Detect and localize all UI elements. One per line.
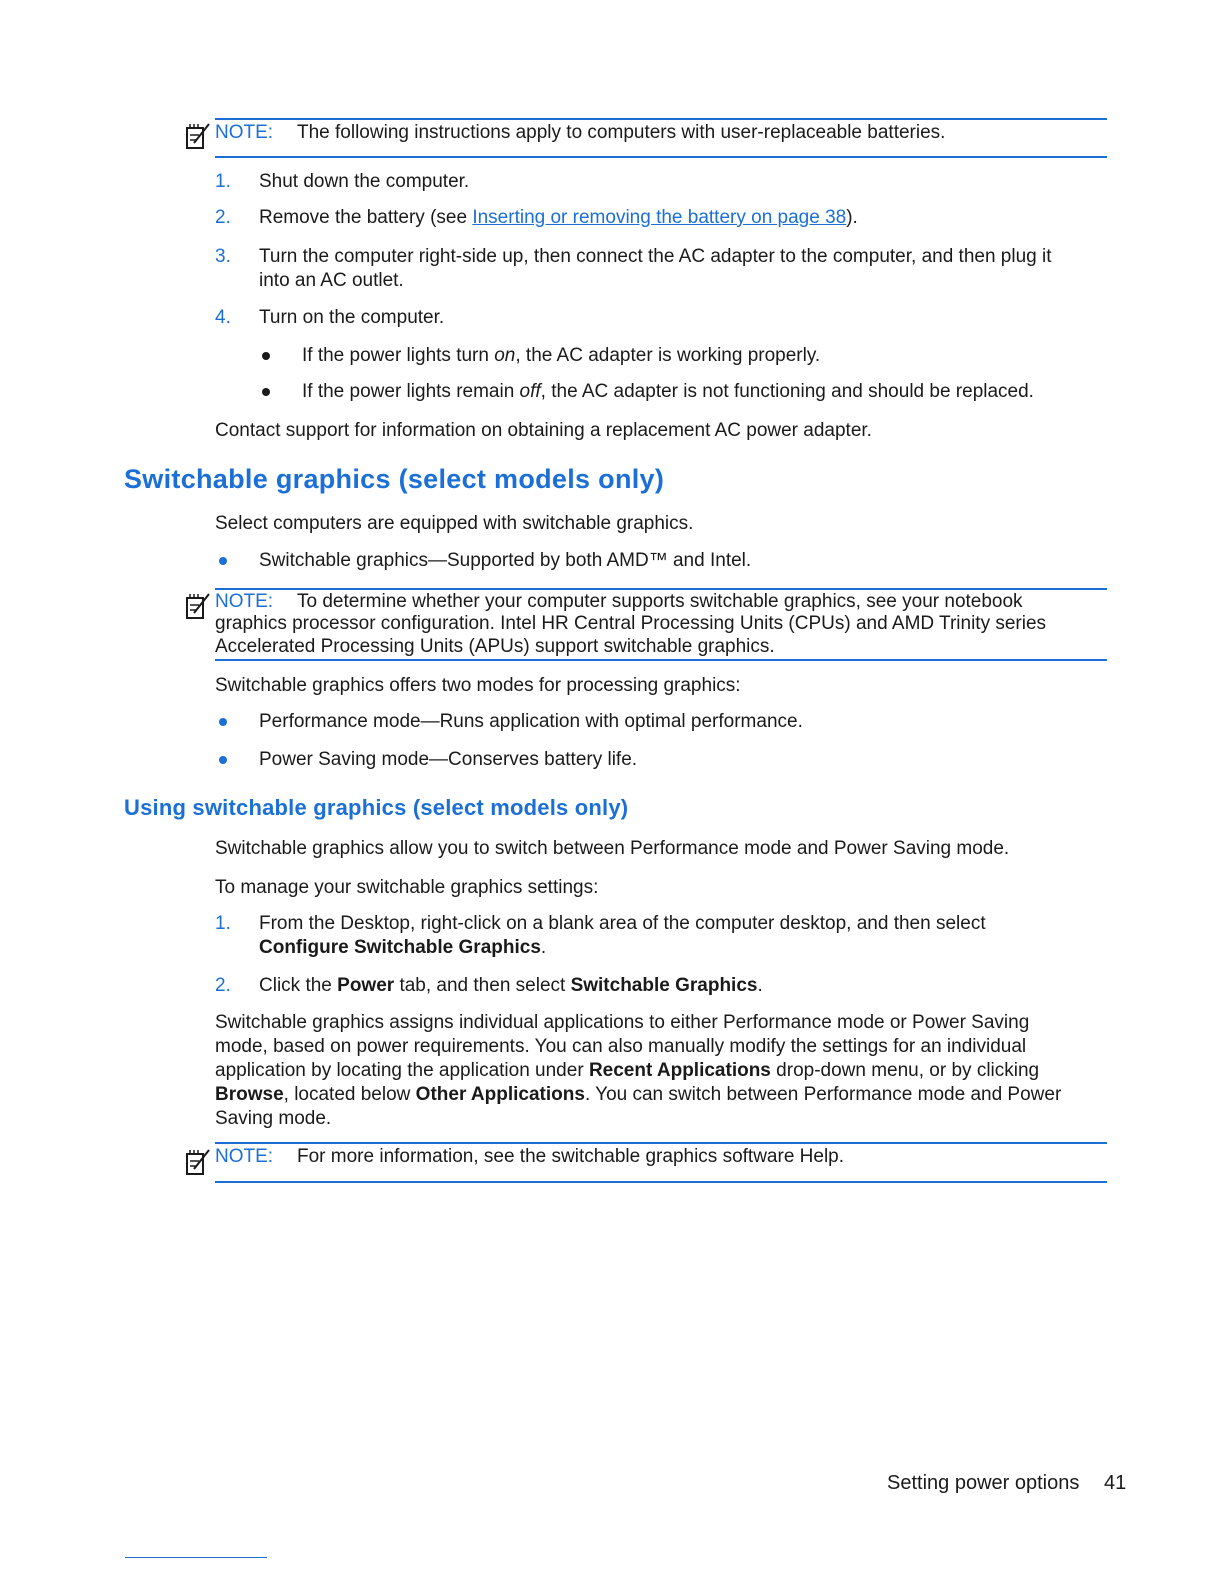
footer-rule	[125, 1557, 267, 1558]
note-label: NOTE:	[215, 1146, 274, 1167]
step-text: Shut down the computer.	[259, 171, 470, 192]
note-text-line: To determine whether your computer supports switchable graphics, see your notebook	[297, 591, 1023, 612]
step-number: 1.	[215, 913, 231, 934]
step-number: 4.	[215, 307, 231, 328]
modes-intro: Switchable graphics offers two modes for processing graphics:	[215, 675, 741, 696]
text-part: drop-down menu, or by clicking	[770, 1060, 1040, 1081]
paragraph: Switchable graphics allow you to switch between Performance mode and Power Saving mode.	[215, 838, 1010, 859]
paragraph-line	[215, 1059, 1039, 1083]
note-text-line: Accelerated Processing Units (APUs) support switchable graphics.	[215, 636, 775, 657]
text-part: . You can switch between Performance mode and Power	[584, 1084, 1062, 1105]
text-part: If the power lights turn	[302, 345, 495, 366]
footer-section-title: Setting power options	[887, 1472, 1080, 1494]
bullet-dot	[219, 557, 227, 565]
bullet-text: Switchable graphics—Supported by both AMD™ and Intel.	[259, 550, 752, 571]
step-number: 1.	[215, 171, 231, 192]
bold-text: Browse	[215, 1084, 284, 1105]
step-text: Turn on the computer.	[259, 307, 445, 328]
section-heading: Switchable graphics (select models only)	[124, 464, 665, 494]
step-text-post: ).	[846, 207, 858, 228]
text-part: , the AC adapter is working properly.	[515, 345, 821, 366]
bullet-dot	[219, 756, 227, 764]
text-part: .	[757, 975, 763, 996]
bold-text: Switchable Graphics	[570, 975, 758, 996]
section-intro: Select computers are equipped with switchable graphics.	[215, 513, 694, 534]
step-text-line: From the Desktop, right-click on a blank area of the computer desktop, and then select	[259, 913, 986, 934]
note-box	[215, 588, 1107, 661]
bold-text: Recent Applications	[588, 1060, 771, 1081]
note-box	[215, 1142, 1107, 1183]
note-label: NOTE:	[215, 591, 274, 612]
paragraph: To manage your switchable graphics settings:	[215, 877, 599, 898]
text-emphasis: on	[494, 345, 516, 366]
note-box	[215, 118, 1107, 158]
bullet-dot	[262, 388, 270, 396]
step-number: 2.	[215, 975, 231, 996]
sub-bullet-text	[302, 380, 1034, 404]
bullet-dot	[219, 718, 227, 726]
note-icon	[185, 121, 211, 151]
text-part: , the AC adapter is not functioning and should be replaced.	[540, 381, 1034, 402]
text-part: .	[540, 937, 547, 958]
text-part: tab, and then select	[394, 975, 571, 996]
bold-text: Power	[337, 975, 395, 996]
battery-page-link[interactable]: Inserting or removing the battery on page 38	[472, 207, 847, 228]
text-part: If the power lights remain	[302, 381, 520, 402]
bullet-text: Performance mode—Runs application with optimal performance.	[259, 711, 803, 732]
paragraph-line: Saving mode.	[215, 1108, 332, 1129]
bullet-dot	[262, 352, 270, 360]
step-text-line: Turn the computer right-side up, then connect the AC adapter to the computer, and then plug it	[259, 246, 1052, 267]
step-text	[259, 974, 763, 998]
step-text	[259, 206, 858, 230]
step-number: 3.	[215, 246, 231, 267]
note-icon	[185, 591, 211, 621]
bold-text: Configure Switchable Graphics	[259, 937, 541, 958]
note-text-line: graphics processor configuration. Intel HR Central Processing Units (CPUs) and AMD Trinity series	[215, 613, 1047, 634]
bullet-text: Power Saving mode—Conserves battery life.	[259, 749, 638, 770]
step-text-pre: Remove the battery (see	[259, 207, 473, 228]
paragraph-line: Switchable graphics assigns individual applications to either Performance mode or Power Saving	[215, 1012, 1030, 1033]
paragraph-line: mode, based on power requirements. You can also manually modify the settings for an individual	[215, 1036, 1027, 1057]
sub-bullet-text	[302, 344, 820, 368]
note-text: The following instructions apply to computers with user-replaceable batteries.	[297, 122, 946, 143]
text-part: , located below	[283, 1084, 416, 1105]
page-number: 41	[1104, 1472, 1127, 1494]
bold-text: Other Applications	[415, 1084, 585, 1105]
text-emphasis: off	[519, 381, 541, 402]
step-text-line: into an AC outlet.	[259, 270, 404, 291]
note-text: For more information, see the switchable graphics software Help.	[297, 1146, 845, 1167]
text-part: Click the	[259, 975, 338, 996]
note-label: NOTE:	[215, 122, 274, 143]
paragraph-line	[215, 1083, 1061, 1107]
step-text-line	[259, 936, 546, 960]
step-number: 2.	[215, 207, 231, 228]
contact-text: Contact support for information on obtaining a replacement AC power adapter.	[215, 420, 872, 441]
subsection-heading: Using switchable graphics (select models only)	[124, 795, 629, 820]
note-icon	[185, 1147, 211, 1177]
text-part: application by locating the application under	[215, 1060, 589, 1081]
